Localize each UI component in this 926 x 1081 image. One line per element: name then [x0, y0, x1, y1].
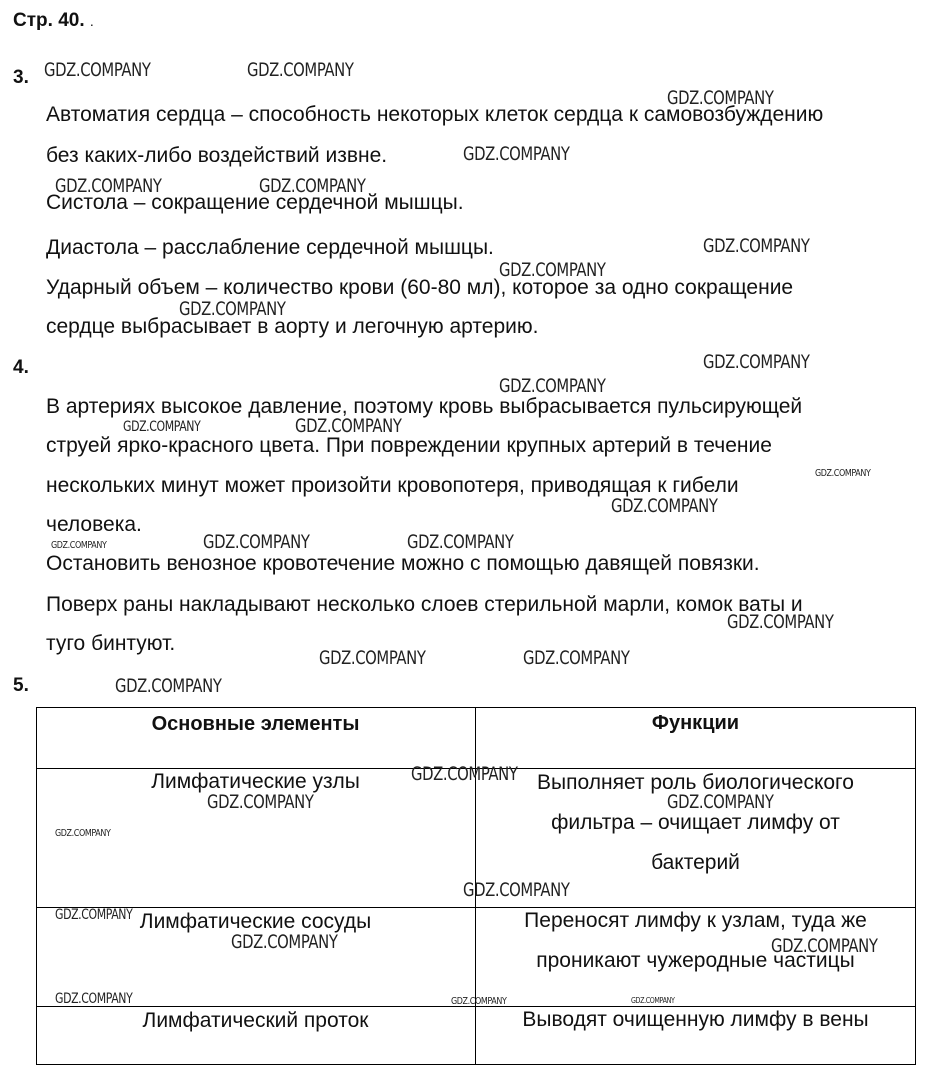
watermark: GDZ.COMPANY: [703, 351, 810, 373]
text-line: Поверх раны накладывают несколько слоев стерильной марли, комок ваты и: [46, 593, 803, 616]
table-cell-element: Лимфатические узлы: [151, 770, 360, 793]
watermark: GDZ.COMPANY: [319, 647, 426, 669]
table-cell-function: Переносят лимфу к узлам, туда же проникают чужеродные частицы: [524, 909, 867, 972]
watermark: GDZ.COMPANY: [44, 59, 151, 81]
watermark: GDZ.COMPANY: [667, 791, 774, 813]
watermark: GDZ.COMPANY: [407, 531, 514, 553]
watermark: GDZ.COMPANY: [451, 996, 507, 1007]
text-line: Диастола – расслабление сердечной мышцы.: [46, 236, 494, 259]
watermark: GDZ.COMPANY: [295, 415, 402, 437]
watermark: GDZ.COMPANY: [499, 375, 606, 397]
watermark: GDZ.COMPANY: [411, 763, 518, 785]
watermark: GDZ.COMPANY: [207, 791, 314, 813]
watermark: GDZ.COMPANY: [463, 143, 570, 165]
watermark: GDZ.COMPANY: [523, 647, 630, 669]
section-number-3: 3.: [13, 67, 29, 88]
watermark: GDZ.COMPANY: [631, 996, 675, 1005]
text-line: струей ярко-красного цвета. При повреждении крупных артерий в течение: [46, 434, 772, 457]
section-number-4: 4.: [13, 357, 29, 378]
table-header-elements: Основные элементы: [151, 713, 360, 735]
watermark: GDZ.COMPANY: [247, 59, 354, 81]
watermark: GDZ.COMPANY: [815, 468, 871, 479]
table-cell-function: Выводят очищенную лимфу в вены: [522, 1008, 869, 1031]
watermark: GDZ.COMPANY: [703, 235, 810, 257]
watermark: GDZ.COMPANY: [123, 419, 201, 435]
watermark: GDZ.COMPANY: [259, 175, 366, 197]
text-line: туго бинтуют.: [46, 632, 176, 655]
watermark: GDZ.COMPANY: [55, 175, 162, 197]
text-line: Остановить венозное кровотечение можно с помощью давящей повязки.: [46, 552, 760, 575]
watermark: GDZ.COMPANY: [51, 540, 107, 551]
watermark: GDZ.COMPANY: [611, 495, 718, 517]
watermark: GDZ.COMPANY: [179, 298, 286, 320]
text-line: нескольких минут может произойти кровопотеря, приводящая к гибели: [46, 474, 739, 497]
page-title: Стр. 40. .: [13, 10, 94, 31]
watermark: GDZ.COMPANY: [667, 87, 774, 109]
section-number-5: 5.: [13, 675, 29, 696]
watermark: GDZ.COMPANY: [55, 828, 111, 839]
watermark: GDZ.COMPANY: [771, 935, 878, 957]
text-line: без каких-либо воздействий извне.: [46, 144, 388, 167]
text-line: В артериях высокое давление, поэтому кровь выбрасывается пульсирующей: [46, 395, 803, 418]
watermark: GDZ.COMPANY: [115, 675, 222, 697]
watermark: GDZ.COMPANY: [203, 531, 310, 553]
text-line: Ударный объем – количество крови (60-80 мл), которое за одно сокращение: [46, 276, 794, 299]
watermark: GDZ.COMPANY: [231, 931, 338, 953]
watermark: GDZ.COMPANY: [463, 879, 570, 901]
text-line: Автоматия сердца – способность некоторых клеток сердца к самовозбуждению: [46, 103, 824, 126]
text-line: сердце выбрасывает в аорту и легочную артерию.: [46, 315, 539, 338]
table-cell-function: Выполняет роль биологического фильтра – очищает лимфу от бактерий: [537, 771, 854, 874]
text-line: человека.: [46, 513, 142, 536]
watermark: GDZ.COMPANY: [727, 611, 834, 633]
table-header-functions: Функции: [651, 712, 740, 734]
text-line: Систола – сокращение сердечной мышцы.: [46, 191, 464, 214]
watermark: GDZ.COMPANY: [55, 991, 133, 1007]
watermark: GDZ.COMPANY: [55, 907, 133, 923]
watermark: GDZ.COMPANY: [499, 259, 606, 281]
table-cell-element: Лимфатические сосуды: [139, 910, 372, 933]
table-cell-element: Лимфатический проток: [142, 1009, 369, 1032]
